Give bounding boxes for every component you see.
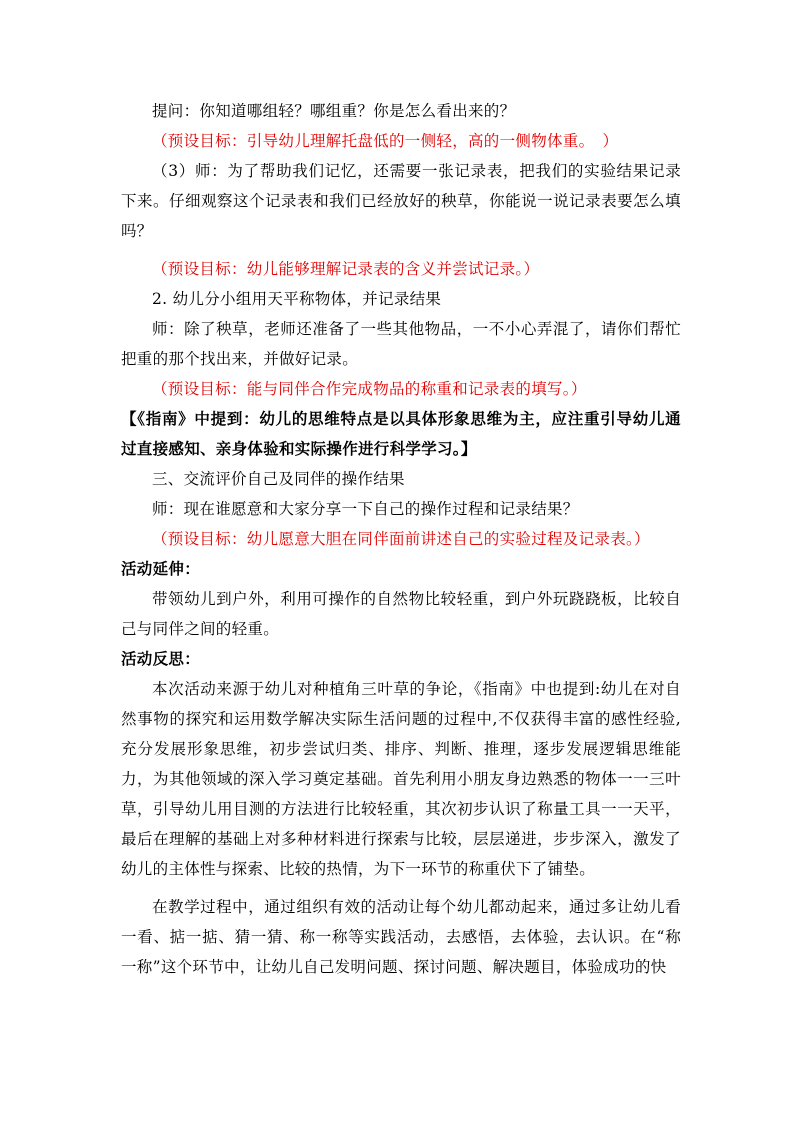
document-page bbox=[121, 96, 681, 982]
guide-quote: 【《指南》中提到：幼儿的思维特点是以具体形象思维为主，应注重引导幼儿通过直接感知、亲身体验和实际操作进行科学学习。】 bbox=[121, 409, 681, 458]
preset-goal-1: （预设目标：引导幼儿理解托盘低的一侧轻，高的一侧物体重。 ） bbox=[152, 132, 619, 150]
section-3-heading: 三、交流评价自己及同伴的操作结果 bbox=[152, 470, 405, 488]
extension-body: 带领幼儿到户外，利用可操作的自然物比较轻重，到户外玩跷跷板，比较自己与同伴之间的轻重。 bbox=[121, 590, 681, 638]
reflection-paragraph-2: 在教学过程中，通过组织有效的活动让每个幼儿都动起来，通过多让幼儿看一看、掂一掂、猜一猜、称一称等实践活动，去感悟，去体验，去认识。在“称一称”这个环节中，让幼儿自己发明问题、探讨问题、解决题目，体验成功的快 bbox=[121, 898, 681, 976]
teacher-instruction-3: 师：现在谁愿意和大家分享一下自己的操作过程和记录结果？ bbox=[152, 500, 579, 518]
extension-title: 活动延伸： bbox=[121, 559, 201, 578]
preset-goal-3: （预设目标：能与同伴合作完成物品的称重和记录表的填写。） bbox=[152, 380, 587, 398]
reflection-paragraph-1: 本次活动来源于幼儿对种植角三叶草的争论，《指南》中也提到:幼儿在对自然事物的探究和运用数学解决实际生活问题的过程中,不仅获得丰富的感性经验,充分发展形象思维，初步尝试归类、排序、判断、推理，逐步发展逻辑思维能力，为其他领域的深入学习奠定基础。首先利用小朋友身边熟悉的物体一一三叶草，引导幼儿用目测的方法进行比较轻重，其次初步认识了称量工具一一天平，最后在理解的基础上对多种材料进行探索与比较，层层递进，步步深入，激发了幼儿的主体性与探索、比较的热情，为下一环节的称重伏下了铺垫。 bbox=[121, 680, 681, 878]
step-3-paragraph: （3）师：为了帮助我们记忆，还需要一张记录表，把我们的实验结果记录下来。仔细观察这个记录表和我们已经放好的秧草，你能说一说记录表要怎么填吗？ bbox=[121, 162, 681, 240]
question-line: 提问：你知道哪组轻？哪组重？你是怎么看出来的？ bbox=[152, 102, 516, 120]
teacher-instruction-2: 师：除了秧草，老师还准备了一些其他物品，一不小心弄混了，请你们帮忙把重的那个找出来，并做好记录。 bbox=[121, 320, 681, 368]
preset-goal-4: （预设目标：幼儿愿意大胆在同伴面前讲述自己的实验过程及记录表。） bbox=[152, 530, 650, 548]
preset-goal-2: （预设目标：幼儿能够理解记录表的含义并尝试记录。） bbox=[152, 260, 540, 278]
section-2-heading: 2. 幼儿分小组用天平称物体，并记录结果 bbox=[152, 290, 442, 308]
reflection-title: 活动反思： bbox=[121, 649, 201, 668]
